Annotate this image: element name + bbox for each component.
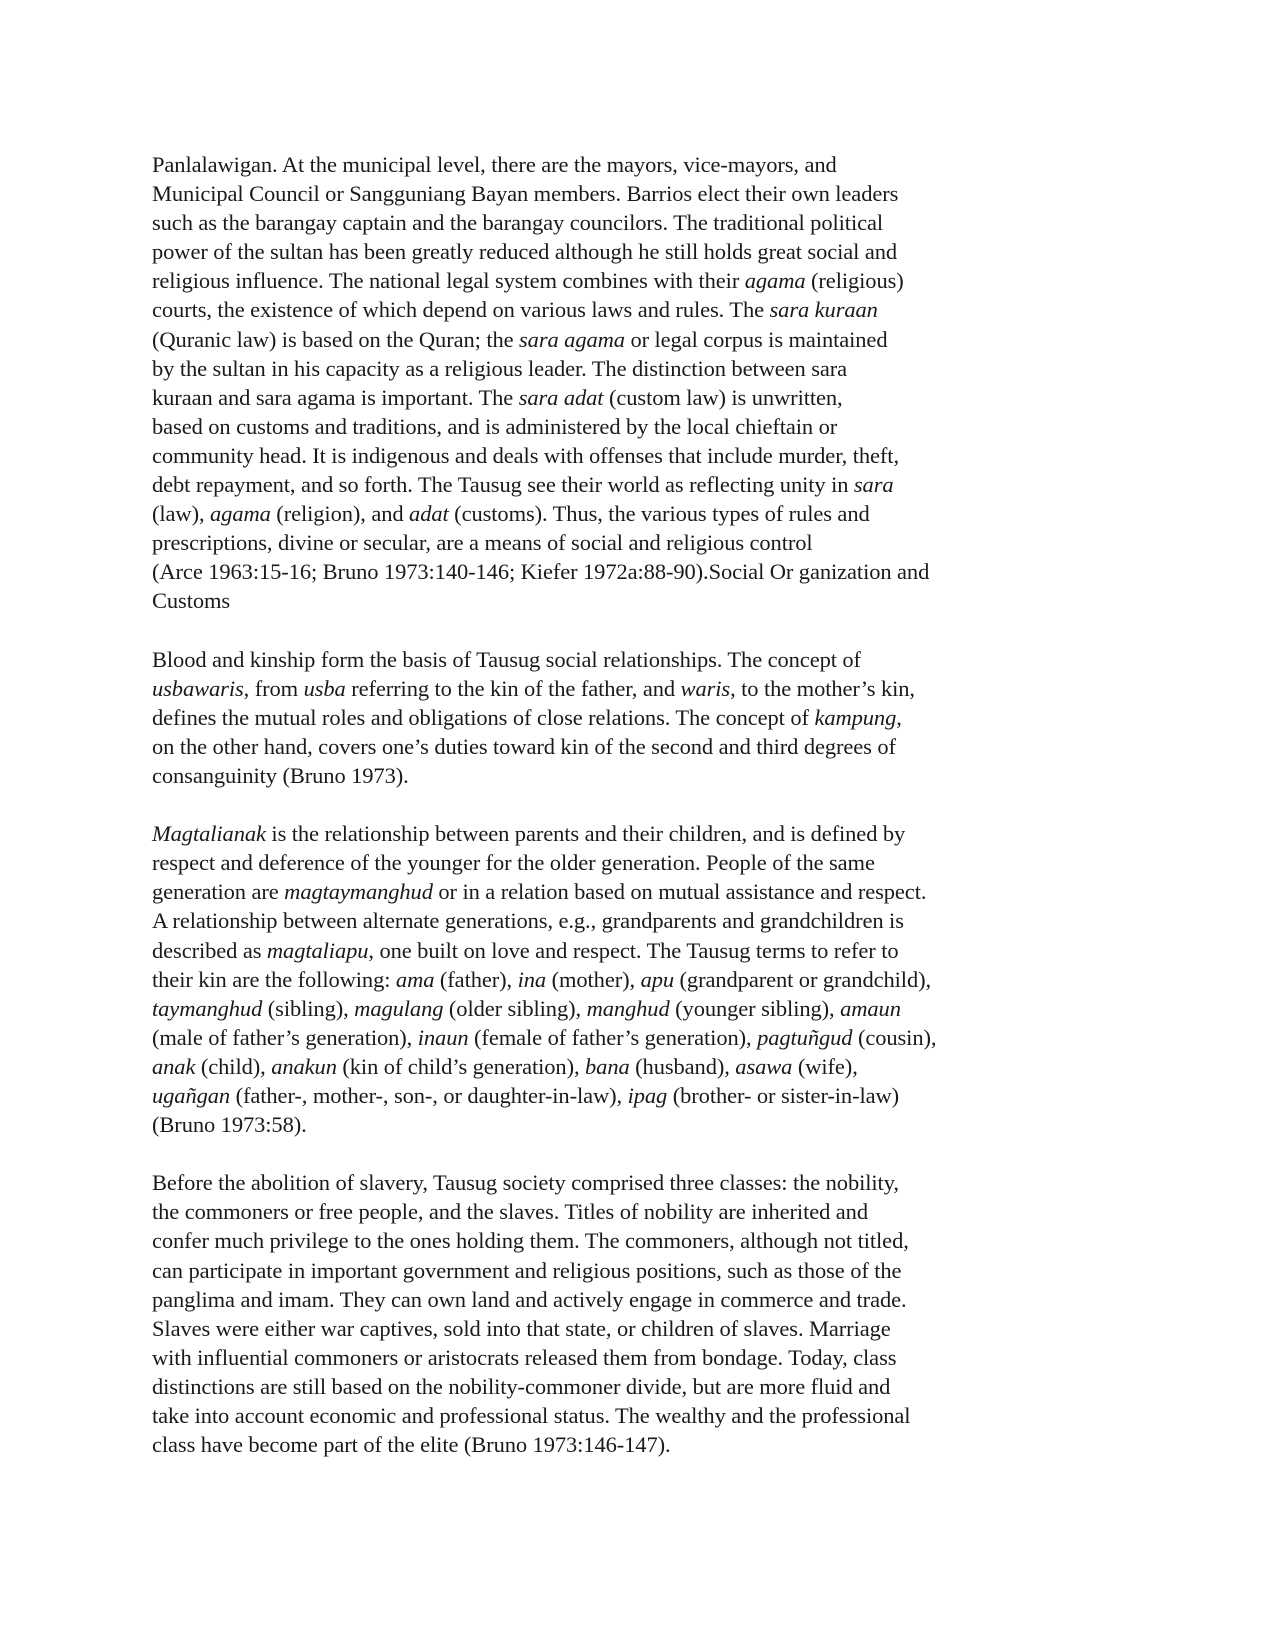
text-line <box>152 1023 1042 1052</box>
text-run: Blood and kinship form the basis of Tausug social relationships. The concept of <box>152 646 861 672</box>
text-line <box>152 325 1042 354</box>
text-line <box>152 383 1042 412</box>
text-line <box>152 179 1042 208</box>
text-line <box>152 1197 1042 1226</box>
text-run: generation are <box>152 879 285 905</box>
text-run: kuraan and sara agama is important. The <box>152 384 519 410</box>
text-run: class have become part of the elite (Bruno 1973:146-147). <box>152 1432 671 1458</box>
text-line <box>152 936 1042 965</box>
text-line <box>152 150 1042 179</box>
italic-term: bana <box>585 1053 630 1079</box>
text-run: on the other hand, covers one’s duties toward kin of the second and third degrees of <box>152 733 896 759</box>
text-run: (law), <box>152 501 211 527</box>
italic-term: amaun <box>840 995 901 1021</box>
text-run: is the relationship between parents and their children, and is defined by <box>265 821 906 847</box>
text-run: panglima and imam. They can own land and actively engage in commerce and trade. <box>152 1286 907 1312</box>
text-line <box>152 1285 1042 1314</box>
text-line <box>152 1343 1042 1372</box>
paragraph-governance <box>152 150 1042 616</box>
text-line <box>152 470 1042 499</box>
italic-term: magulang <box>354 995 444 1021</box>
text-run: (younger sibling), <box>669 995 841 1021</box>
text-run: (grandparent or grandchild), <box>674 966 932 992</box>
text-run: or in a relation based on mutual assistance and respect. <box>432 879 927 905</box>
text-run: (mother), <box>546 966 641 992</box>
text-run: A relationship between alternate generations, e.g., grandparents and grandchildren is <box>152 908 904 934</box>
text-line <box>152 1226 1042 1255</box>
paragraph-kin-terms <box>152 819 1042 1139</box>
text-line <box>152 645 1042 674</box>
italic-term: adat <box>409 501 449 527</box>
text-line <box>152 441 1042 470</box>
text-run: debt repayment, and so forth. The Tausug see their world as reflecting unity in <box>152 472 854 498</box>
italic-term: magtaliapu <box>266 937 369 963</box>
text-run: with influential commoners or aristocrats released them from bondage. Today, class <box>152 1344 897 1370</box>
text-line <box>152 965 1042 994</box>
text-run: take into account economic and professional status. The wealthy and the professional <box>152 1403 911 1429</box>
text-run: or legal corpus is maintained <box>624 326 888 352</box>
italic-term: sara kuraan <box>769 297 878 323</box>
italic-term: sara adat <box>518 384 604 410</box>
text-run: their kin are the following: <box>152 966 396 992</box>
text-run: , from <box>243 675 304 701</box>
text-line <box>152 1372 1042 1401</box>
text-run: (Bruno 1973:58). <box>152 1112 307 1138</box>
text-run: such as the barangay captain and the barangay councilors. The traditional political <box>152 210 884 236</box>
italic-term: ipag <box>627 1083 668 1108</box>
text-line <box>152 1401 1042 1430</box>
text-line <box>152 295 1042 324</box>
text-run: referring to the kin of the father, and <box>345 675 681 701</box>
italic-term: asawa <box>735 1053 793 1079</box>
text-line <box>152 1430 1042 1459</box>
text-run: the commoners or free people, and the slaves. Titles of nobility are inherited and <box>152 1199 868 1225</box>
text-line <box>152 906 1042 935</box>
paragraph-kinship <box>152 645 1042 790</box>
paragraph-gap <box>152 616 1042 645</box>
italic-term: magtaymanghud <box>284 879 433 905</box>
text-line <box>152 499 1042 528</box>
text-run: described as <box>152 937 267 963</box>
italic-term: sara agama <box>519 326 625 352</box>
text-line <box>152 1256 1042 1285</box>
text-line <box>152 528 1042 557</box>
text-run: can participate in important government and religious positions, such as those of the <box>152 1257 902 1283</box>
text-line <box>152 674 1042 703</box>
text-run: power of the sultan has been greatly reduced although he still holds great social and <box>152 239 898 265</box>
italic-term: ama <box>395 966 435 992</box>
text-line <box>152 412 1042 441</box>
text-run: Municipal Council or Sangguniang Bayan members. Barrios elect their own leaders <box>152 181 899 207</box>
text-line <box>152 1314 1042 1343</box>
text-run: (father), <box>434 966 518 992</box>
text-run: consanguinity (Bruno 1973). <box>152 762 409 788</box>
text-run: (older sibling), <box>443 995 587 1021</box>
text-run: (religious) <box>805 268 904 294</box>
italic-term: waris <box>680 675 731 701</box>
text-run: Panlalawigan. At the municipal level, there are the mayors, vice-mayors, and <box>152 152 837 177</box>
text-line <box>152 1110 1042 1139</box>
italic-term: agama <box>744 268 806 294</box>
text-run: (child), <box>195 1053 272 1079</box>
text-run: (brother- or sister-in-law) <box>667 1083 900 1108</box>
text-run: (husband), <box>629 1053 736 1079</box>
text-line <box>152 819 1042 848</box>
text-line <box>152 877 1042 906</box>
italic-term: ugañgan <box>152 1083 231 1108</box>
text-run: , one built on love and respect. The Tausug terms to refer to <box>368 937 899 963</box>
text-run: (Arce 1963:15-16; Bruno 1973:140-146; Kiefer 1972a:88-90).Social Or ganization and <box>152 559 930 585</box>
text-run: courts, the existence of which depend on various laws and rules. The <box>152 297 770 323</box>
paragraph-classes <box>152 1168 1042 1459</box>
italic-term: usba <box>303 675 346 701</box>
text-run: (cousin), <box>852 1024 937 1050</box>
text-run: (male of father’s generation), <box>152 1024 418 1050</box>
text-run: , <box>896 704 902 730</box>
text-run: Slaves were either war captives, sold into that state, or children of slaves. Marriage <box>152 1315 891 1341</box>
text-run: distinctions are still based on the nobility-commoner divide, but are more fluid and <box>152 1373 891 1399</box>
text-line <box>152 586 1042 615</box>
italic-term: manghud <box>586 995 670 1021</box>
text-run: prescriptions, divine or secular, are a means of social and religious control <box>152 530 813 556</box>
italic-term: sara <box>853 472 894 498</box>
text-run: defines the mutual roles and obligations of close relations. The concept of <box>152 704 815 730</box>
text-run: (female of father’s generation), <box>468 1024 758 1050</box>
italic-term: kampung <box>814 704 897 730</box>
text-line <box>152 732 1042 761</box>
text-run: religious influence. The national legal system combines with their <box>152 268 745 294</box>
paragraph-gap <box>152 790 1042 819</box>
text-run: (customs). Thus, the various types of rules and <box>448 501 870 527</box>
text-line <box>152 848 1042 877</box>
text-run: (religion), and <box>270 501 410 527</box>
italic-term: taymanghud <box>152 995 263 1021</box>
text-line <box>152 1052 1042 1081</box>
text-run: based on customs and traditions, and is administered by the local chieftain or <box>152 413 838 439</box>
text-run: confer much privilege to the ones holding them. The commoners, although not titled, <box>152 1228 909 1254</box>
text-line <box>152 266 1042 295</box>
italic-term: anak <box>152 1053 196 1079</box>
italic-term: anakun <box>271 1053 337 1079</box>
text-run: respect and deference of the younger for the older generation. People of the same <box>152 850 875 876</box>
document-body <box>152 150 1042 1459</box>
text-run: by the sultan in his capacity as a religious leader. The distinction between sara <box>152 355 848 381</box>
italic-term: ina <box>517 966 547 992</box>
italic-term: Magtalianak <box>152 821 266 847</box>
text-line <box>152 354 1042 383</box>
text-line <box>152 208 1042 237</box>
text-line <box>152 237 1042 266</box>
text-run: Before the abolition of slavery, Tausug society comprised three classes: the nobility, <box>152 1170 899 1196</box>
italic-term: agama <box>210 501 271 527</box>
text-run: (father-, mother-, son-, or daughter-in-law), <box>230 1083 628 1108</box>
text-run: (wife), <box>792 1053 858 1079</box>
text-run: (Quranic law) is based on the Quran; the <box>152 326 520 352</box>
italic-term: apu <box>640 966 675 992</box>
text-line <box>152 703 1042 732</box>
text-run: , to the mother’s kin, <box>730 675 915 701</box>
text-run: (sibling), <box>262 995 355 1021</box>
text-line <box>152 994 1042 1023</box>
italic-term: inaun <box>417 1024 469 1050</box>
paragraph-gap <box>152 1139 1042 1168</box>
text-line <box>152 761 1042 790</box>
text-run: (custom law) is unwritten, <box>603 384 843 410</box>
text-line <box>152 1081 1042 1110</box>
text-run: Customs <box>152 588 231 614</box>
italic-term: pagtuñgud <box>757 1024 853 1050</box>
text-line <box>152 557 1042 586</box>
text-run: community head. It is indigenous and deals with offenses that include murder, theft, <box>152 442 899 468</box>
italic-term: usbawaris <box>152 675 244 701</box>
text-line <box>152 1168 1042 1197</box>
text-run: (kin of child’s generation), <box>336 1053 586 1079</box>
